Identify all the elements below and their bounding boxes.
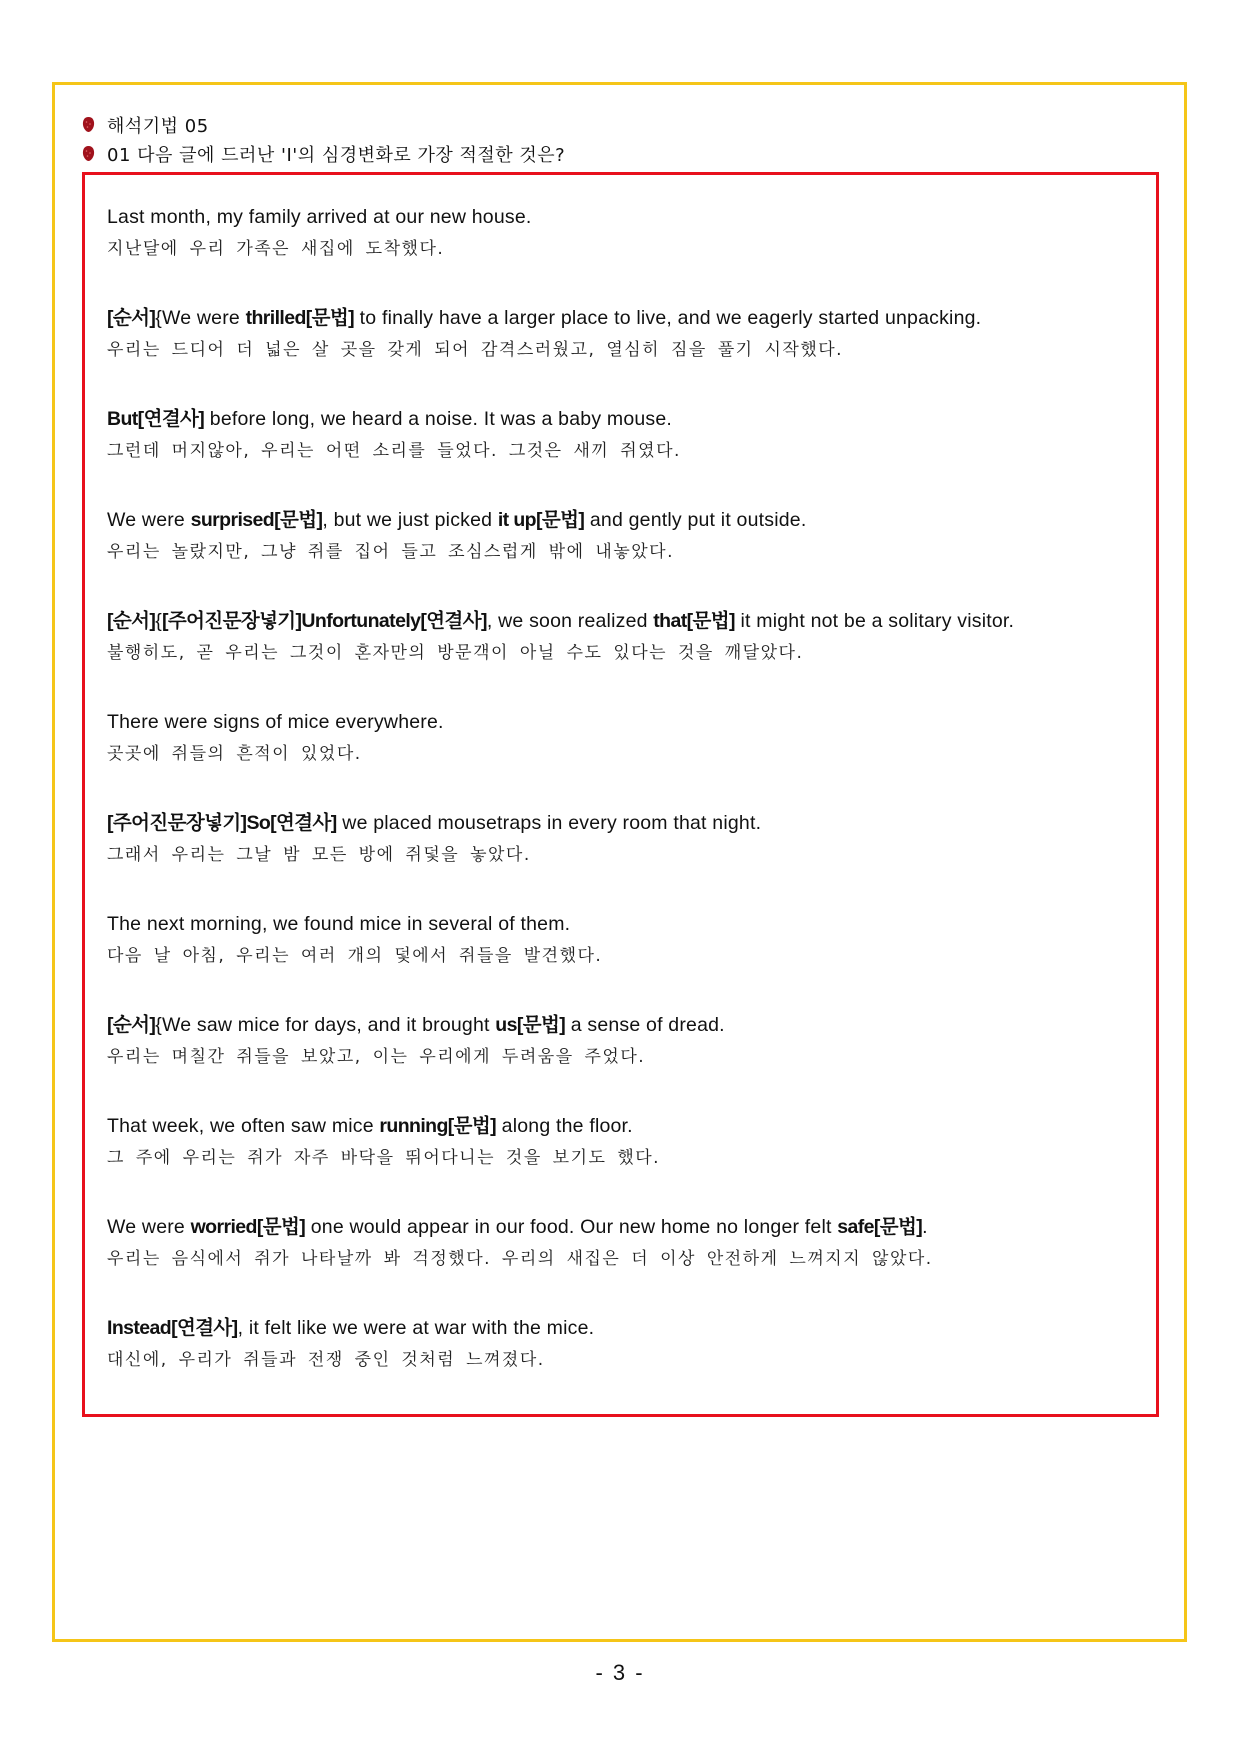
bold-annotation: that[문법] [653,610,735,632]
sentence-pair-list [107,204,1137,1416]
sentence-text: Last month, my family arrived at our new house. [107,206,532,228]
strawberry-bullet-icon [82,116,95,133]
sentence-pair [107,406,1137,507]
sentence-text: {We were [155,307,246,329]
sentence-text: one would appear in our food. Our new home no longer felt [305,1216,838,1238]
english-sentence [107,305,1137,331]
sentence-text: There were signs of mice everywhere. [107,711,444,733]
strawberry-bullet-icon [82,145,95,162]
korean-translation: 우리는 며칠간 쥐들을 보았고, 이는 우리에게 두려움을 주었다. [107,1047,646,1067]
korean-translation: 그래서 우리는 그날 밤 모든 방에 쥐덫을 놓았다. [107,845,531,865]
sentence-text: We were [107,1216,191,1238]
sentence-text: before long, we heard a noise. It was a baby mouse. [204,408,673,430]
korean-translation: 다음 날 아침, 우리는 여러 개의 덫에서 쥐들을 발견했다. [107,946,603,966]
bold-annotation: [순서] [107,307,156,329]
sentence-pair [107,709,1137,810]
english-sentence [107,1113,1137,1139]
english-sentence [107,1214,1137,1240]
sentence-text: That week, we often saw mice [107,1115,380,1137]
sentence-pair [107,810,1137,911]
sentence-text: along the floor. [496,1115,633,1137]
sentence-pair [107,204,1137,305]
section-heading [82,110,565,139]
english-sentence [107,406,1137,432]
korean-translation: 불행히도, 곧 우리는 그것이 혼자만의 방문객이 아닐 수도 있다는 것을 깨달았다. [107,643,804,663]
korean-translation: 그 주에 우리는 쥐가 자주 바닥을 뛰어다니는 것을 보기도 했다. [107,1148,661,1168]
bold-annotation: running[문법] [379,1115,497,1137]
bold-annotation: thrilled[문법] [245,307,355,329]
sentence-pair [107,1214,1137,1315]
sentence-pair [107,1315,1137,1416]
bold-annotation: [순서] [107,610,156,632]
sentence-pair [107,1012,1137,1113]
sentence-pair [107,608,1137,709]
question-text: 01 다음 글에 드러난 'I'의 심경변화로 가장 적절한 것은? [107,144,566,166]
sentence-text: a sense of dread. [565,1014,725,1036]
bold-annotation: Instead[연결사] [107,1317,238,1339]
sentence-text: {We saw mice for days, and it brought [155,1014,496,1036]
page-number: - 3 - [595,1660,645,1685]
english-sentence [107,1012,1137,1038]
question-heading [82,139,565,168]
korean-translation: 우리는 놀랐지만, 그냥 쥐를 집어 들고 조심스럽게 밖에 내놓았다. [107,542,675,562]
english-sentence [107,911,1137,937]
korean-translation: 그런데 머지않아, 우리는 어떤 소리를 들었다. 그것은 새끼 쥐였다. [107,441,681,461]
korean-translation: 우리는 음식에서 쥐가 나타날까 봐 걱정했다. 우리의 새집은 더 이상 안전하게 느껴지지 않았다. [107,1249,933,1269]
sentence-text: it might not be a solitary visitor. [734,610,1015,632]
english-sentence [107,709,1137,735]
bold-annotation: But[연결사] [107,408,205,430]
worksheet-header [82,110,565,168]
bold-annotation: worried[문법] [190,1216,306,1238]
korean-translation: 곳곳에 쥐들의 흔적이 있었다. [107,744,362,764]
sentence-pair [107,507,1137,608]
section-title: 해석기법 05 [107,115,209,137]
bold-annotation: it up[문법] [497,509,585,531]
bold-annotation: us[문법] [495,1014,566,1036]
sentence-text: to finally have a larger place to live, and we eagerly started unpacking. [354,307,982,329]
english-sentence [107,1315,1137,1341]
sentence-text: { [155,610,162,632]
sentence-text: , it felt like we were at war with the mice. [237,1317,595,1339]
sentence-pair [107,305,1137,406]
sentence-text: , we soon realized [486,610,654,632]
sentence-text: and gently put it outside. [584,509,807,531]
sentence-pair [107,911,1137,1012]
english-sentence [107,810,1137,836]
english-sentence [107,507,1137,533]
sentence-text: The next morning, we found mice in several of them. [107,913,571,935]
sentence-text: . [922,1216,928,1238]
korean-translation: 대신에, 우리가 쥐들과 전쟁 중인 것처럼 느껴졌다. [107,1350,545,1370]
bold-annotation: safe[문법] [837,1216,923,1238]
bold-annotation: [순서] [107,1014,156,1036]
korean-translation: 지난달에 우리 가족은 새집에 도착했다. [107,239,445,259]
bold-annotation: surprised[문법] [190,509,323,531]
english-sentence [107,204,1137,230]
sentence-text: we placed mousetraps in every room that night. [336,812,762,834]
sentence-text: We were [107,509,191,531]
english-sentence [107,608,1137,634]
bold-annotation: [주어진문장넣기]Unfortunately[연결사] [161,610,487,632]
korean-translation: 우리는 드디어 더 넓은 살 곳을 갖게 되어 감격스러웠고, 열심히 짐을 풀기 시작했다. [107,340,844,360]
sentence-text: , but we just picked [322,509,498,531]
bold-annotation: [주어진문장넣기]So[연결사] [107,812,337,834]
sentence-pair [107,1113,1137,1214]
